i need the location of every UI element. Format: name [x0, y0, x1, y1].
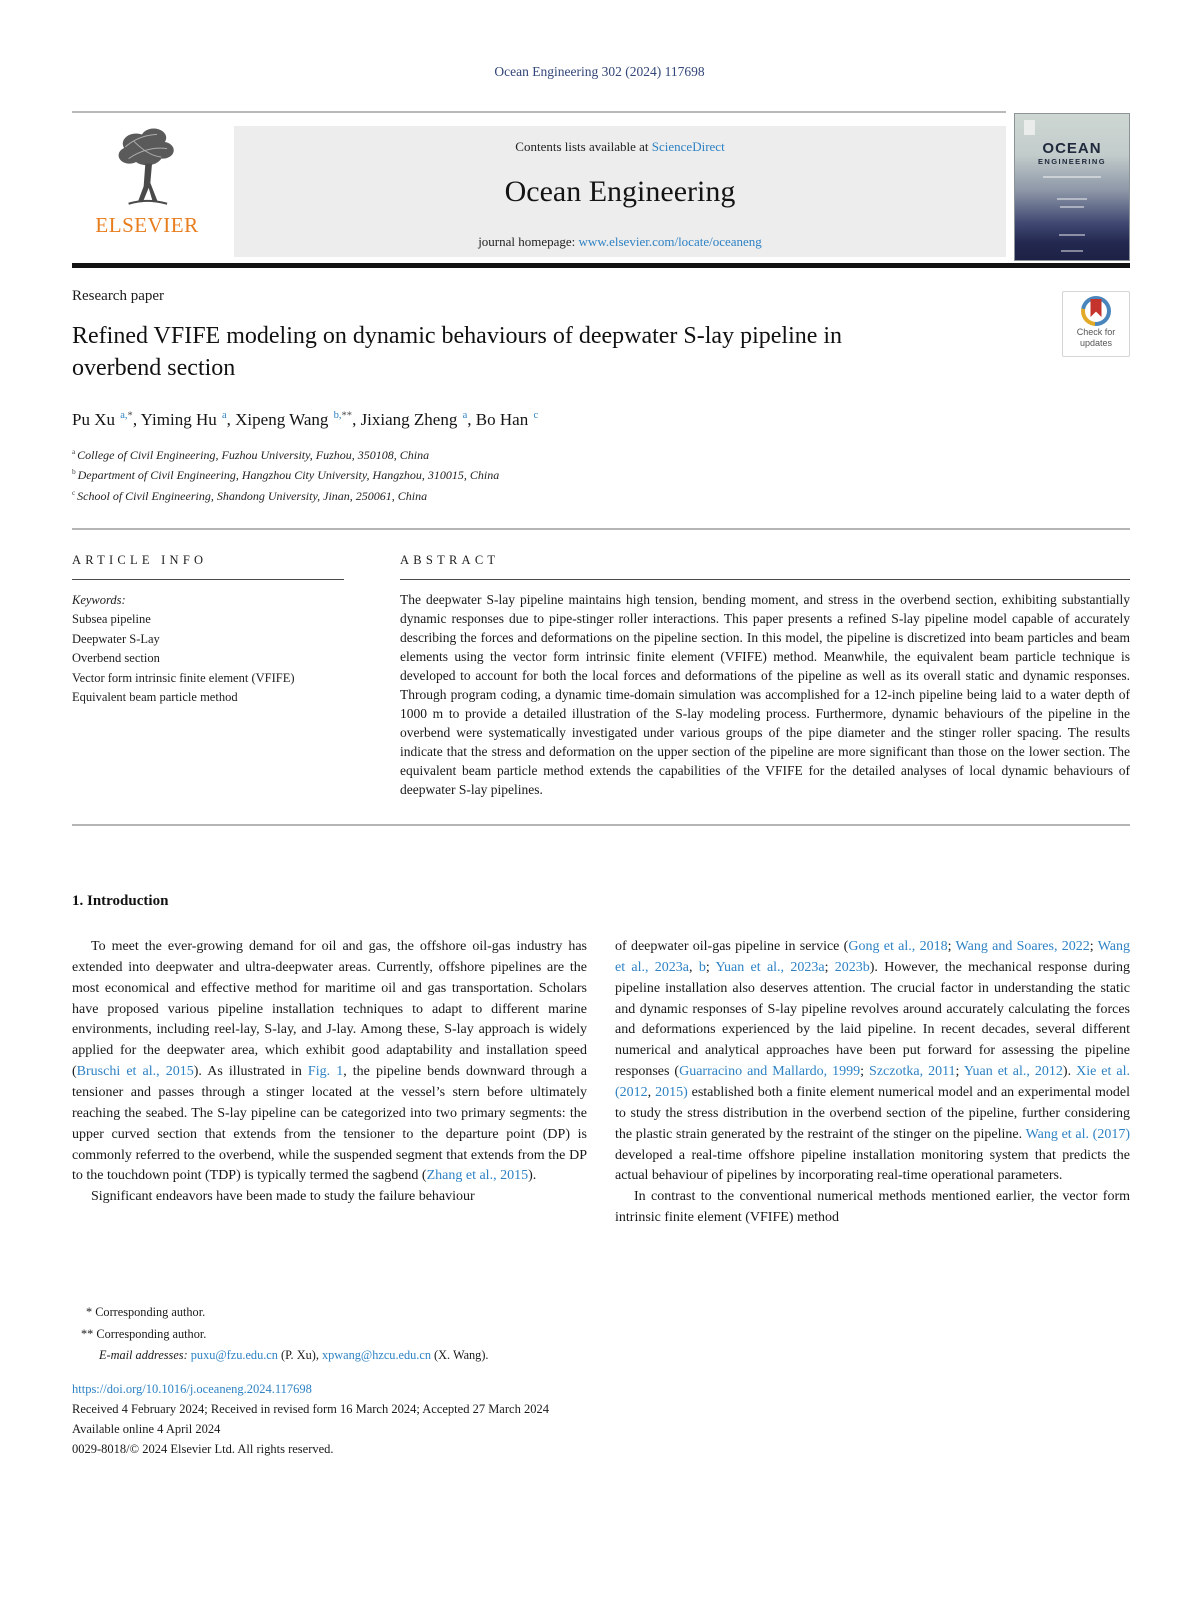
article-info-column: [72, 553, 344, 799]
affiliations: [72, 445, 1130, 507]
inline-link[interactable]: Wang et al. (2017): [1025, 1126, 1131, 1142]
cover-decoration: [1059, 234, 1085, 236]
contents-line: [234, 139, 1006, 155]
inline-link[interactable]: Yuan et al., 2023a: [715, 959, 825, 975]
heading-underline: [400, 579, 1130, 580]
article-title: Refined VFIFE modeling on dynamic behaviours of deepwater S-lay pipeline in overbend section: [72, 323, 843, 381]
elsevier-wordmark: ELSEVIER: [95, 213, 199, 237]
authors-line: Pu Xu $^{a,*}$, Yiming Hu $^a$, Xipeng Wang $^{b,**}$, Jixiang Zheng $^a$, Bo Han $^c$: [72, 409, 539, 429]
journal-ref: Ocean Engineering 302 (2024) 117698: [494, 64, 705, 79]
journal-cover-thumbnail[interactable]: [1014, 113, 1130, 261]
left-column: [72, 893, 587, 1229]
affiliation: $^b$ Department of Civil Engineering, Hangzhou City University, Hangzhou, 310015, China: [72, 467, 500, 483]
info-abstract-section: [72, 528, 1130, 826]
abstract-text: The deepwater S-lay pipeline maintains high tension, bending moment, and stress in the overbend section, exhibiting substantially dynamic responses due to pipe-stinger roller interactions. This paper presents a refined S-lay pipeline model capable of accurately describing the forces and deformations on the pipeline section. In this model, the pipeline is discretized into beam particles and beam elements using the vector form intrinsic finite element (VFIFE) method. Meanwhile, the equivalent beam particle technique is developed to account for both the local forces and deformations of the pipeline as well as its overall static and dynamic responses. Through program coding, a dynamic time-domain simulation was accomplished for a 12-inch pipeline being laid to a water depth of 1000 m to provide a detailed illustration of the S-lay modeling process. Furthermore, dynamic behaviours of the pipeline in the overbend were systematically investigated under various groups of the pipe diameter and the stinger roller spacing. The results indicate that the stress and deformation on the upper section of the pipeline are more significant than those on the lower section. The equivalent beam particle method extends the capabilities of the VFIFE for the detailed analyses of local dynamic behaviours of deepwater S-lay pipelines.: [400, 592, 1130, 798]
affiliation: $^c$ School of Civil Engineering, Shandong University, Jinan, 250061, China: [72, 488, 428, 504]
inline-link[interactable]: Szczotka, 2011: [869, 1064, 956, 1080]
inline-link[interactable]: Wang and Soares, 2022: [955, 939, 1090, 954]
abstract-column: [400, 553, 1130, 799]
cover-mini-logo: [1024, 120, 1035, 135]
heading-underline: [72, 579, 344, 580]
inline-link[interactable]: puxu@fzu.edu.cn: [190, 1348, 278, 1363]
inline-link[interactable]: Zhang et al., 2015: [426, 1168, 529, 1184]
inline-link[interactable]: Fig. 1: [307, 1064, 344, 1080]
homepage-prefix: journal homepage:: [478, 234, 579, 249]
check-updates-label: Check for updates: [1076, 327, 1116, 348]
elsevier-tree-icon: [101, 121, 193, 213]
abstract-heading: ABSTRACT: [400, 553, 500, 567]
inline-link[interactable]: Wang et al., 2023a: [615, 939, 1130, 975]
cover-title-line2: ENGINEERING: [1038, 157, 1106, 166]
section-heading: 1. Introduction: [72, 893, 169, 909]
inline-link[interactable]: Gong et al., 2018: [848, 939, 948, 954]
keyword: Subsea pipeline: [72, 612, 151, 627]
masthead-box: [234, 126, 1006, 257]
paragraph: Significant endeavors have been made to study the failure behaviour: [91, 1189, 475, 1205]
masthead: [72, 111, 1130, 259]
title-block: [72, 288, 1130, 507]
inline-link[interactable]: b: [698, 959, 706, 975]
elsevier-logo: [72, 113, 222, 257]
article-info-heading: ARTICLE INFO: [72, 553, 208, 567]
inline-link[interactable]: xpwang@hzcu.edu.cn: [321, 1348, 431, 1363]
inline-link[interactable]: 2015): [655, 1085, 688, 1101]
keyword: Vector form intrinsic finite element (VFIFE): [72, 670, 295, 685]
section-rule-top: [72, 528, 1130, 530]
cover-title-line1: OCEAN: [1042, 140, 1102, 157]
article-type: Research paper: [72, 288, 165, 304]
right-column: [615, 893, 1130, 1229]
keyword: Equivalent beam particle method: [72, 689, 238, 704]
keywords-label: Keywords:: [72, 593, 126, 607]
cover-decoration: [1061, 250, 1083, 252]
paragraph: In contrast to the conventional numerical methods mentioned earlier, the vector form intrinsic finite element (VFIFE) method: [615, 1189, 1130, 1226]
inline-link[interactable]: Xie et al. (2012: [615, 1064, 1131, 1101]
inline-link[interactable]: Bruschi et al., 2015: [76, 1064, 194, 1080]
journal-homepage-link[interactable]: www.elsevier.com/locate/oceaneng: [578, 234, 762, 249]
affiliation: $^a$ College of Civil Engineering, Fuzhou University, Fuzhou, 350108, China: [72, 446, 430, 462]
inline-link[interactable]: Guarracino and Mallardo, 1999: [679, 1064, 861, 1080]
copyright-line: 0029-8018/© 2024 Elsevier Ltd. All rights reserved.: [72, 1442, 334, 1456]
publication-info: [72, 1379, 972, 1459]
cover-decoration: [1060, 206, 1084, 208]
introduction-section: [72, 893, 1130, 1229]
keyword: Deepwater S-Lay: [72, 631, 160, 646]
section-rule-bottom: [72, 824, 1130, 826]
header-divider: [72, 263, 1130, 268]
contents-prefix: Contents lists available at: [515, 139, 652, 154]
masthead-left: [72, 111, 1006, 257]
inline-link[interactable]: Yuan et al., 2012: [963, 1064, 1063, 1080]
crossmark-icon: [1081, 296, 1111, 326]
footnotes: [78, 1302, 638, 1367]
inline-link[interactable]: 2023b: [834, 959, 870, 975]
journal-title: Ocean Engineering: [504, 175, 736, 208]
corresponding-author-note-2: ** Corresponding author.: [81, 1326, 207, 1341]
corresponding-author-note: * Corresponding author.: [86, 1305, 206, 1319]
doi-link[interactable]: https://doi.org/10.1016/j.oceaneng.2024.117698: [72, 1382, 312, 1396]
received-dates: Received 4 February 2024; Received in revised form 16 March 2024; Accepted 27 March 2024: [72, 1402, 549, 1416]
cover-decoration: [1057, 198, 1087, 200]
cover-decoration: [1043, 176, 1101, 178]
keyword: Overbend section: [72, 651, 160, 666]
email-addresses-line: E-mail addresses: puxu@fzu.edu.cn (P. Xu), xpwang@hzcu.edu.cn (X. Wang).: [99, 1348, 489, 1363]
sciencedirect-link[interactable]: ScienceDirect: [651, 139, 725, 154]
check-for-updates-badge[interactable]: [1062, 291, 1130, 357]
paragraph: of deepwater oil-gas pipeline in service (Gong et al., 2018; Wang and Soares, 2022; Wang et al., 2023a, b; Yuan et al., 2023a; 2023b). However, the mechanical response during pipeline installation also deserves attention. The crucial factor in understanding the static and dynamic responses of S-lay pipeline revolves around accurately calculating the forces and deformations experienced by the laid pipeline. In recent decades, several different numerical and analytical approaches have been put forward for assessing the pipeline responses (Guarracino and Mallardo, 1999; Szczotka, 2011; Yuan et al., 2012). Xie et al. (2012, 2015) established both a finite element numerical model and an experimental model to study the stress distribution in the overbend section of the pipeline, further considering the plastic strain generated by the restraint of the stinger on the pipeline. Wang et al. (2017) developed a real-time offshore pipeline installation monitoring system that predicts the actual behaviour of pipelines by incorporating real-time operational parameters.: [615, 939, 1131, 1184]
paragraph: To meet the ever-growing demand for oil and gas, the offshore oil-gas industry has extended into deepwater and ultra-deepwater areas. Currently, offshore pipelines are the most economical and effective method for maritime oil and gas transportation. Scholars have proposed various pipeline installation techniques to adapt to different marine environments, including reel-lay, S-lay, and J-lay. Among these, S-lay approach is widely applied for the deepwater area, which exhibit good adaptability and installation speed (Bruschi et al., 2015). As illustrated in Fig. 1, the pipeline bends downward through a tensioner and passes through a stinger located at the vessel’s stern before ultimately reaching the seabed. The S-lay pipeline can be categorized into two primary segments: the upper curved section that extends from the tensioner to the departure point (DP) is commonly referred to the overbend, while the suspended segment that extends from the DP to the touchdown point (TDP) is typically termed the sagbend (Zhang et al., 2015).: [72, 939, 587, 1184]
available-online: Available online 4 April 2024: [72, 1422, 221, 1436]
homepage-line: [234, 234, 1006, 250]
